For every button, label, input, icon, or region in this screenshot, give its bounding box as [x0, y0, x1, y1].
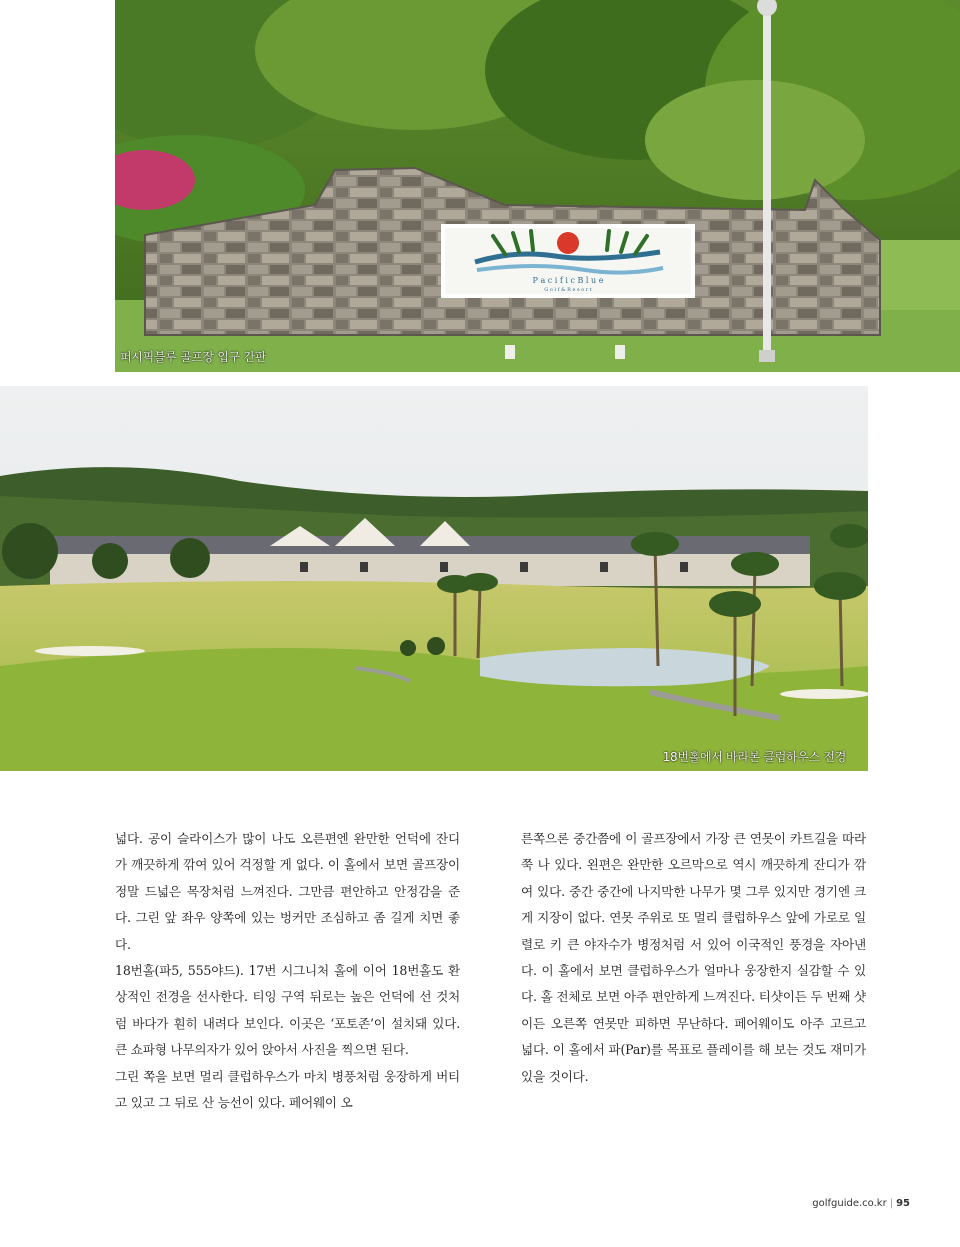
article-paragraph: 18번홀(파5, 555야드). 17번 시그니처 홀에 이어 18번홀도 환상적인 전경을 선사한다. 티잉 구역 뒤로는 높은 언덕에 선 것처럼 바다가 훤히 내려다 보인다. 이곳은 ‘포토존’이 설치돼 있다. 큰 쇼파형 나무의자가 있어 앉아서 사진을 찍으면 된다. — [115, 963, 460, 1058]
entrance-photo-caption: 퍼시픽블루 골프장 입구 간판 — [120, 350, 267, 364]
clubhouse-photo — [0, 386, 868, 771]
page-footer — [812, 1198, 910, 1209]
footer-separator: | — [889, 1198, 894, 1209]
article-paragraph: 넓다. 공이 슬라이스가 많이 나도 오른편엔 완만한 언덕에 잔디가 깨끗하게 깎여 있어 걱정할 게 없다. 이 홀에서 보면 골프장이 정말 드넓은 목장처럼 느껴진다. 그만큼 편안하고 안정감을 준다. 그린 앞 좌우 양쪽에 있는 벙커만 조심하고 좀 길게 치면 좋다. — [115, 831, 460, 952]
footer-site: golfguide.co.kr — [812, 1198, 887, 1209]
article-paragraph: 른쪽으론 중간쯤에 이 골프장에서 가장 큰 연못이 카트길을 따라 쭉 나 있다. 왼편은 완만한 오르막으로 역시 깨끗하게 잔디가 깎여 있다. 중간 중간에 나지막한 나무가 몇 그루 있지만 경기엔 크게 지장이 없다. 연못 주위로 또 멀리 클럽하우스 앞에 가로로 일렬로 키 큰 야자수가 병정처럼 서 있어 이국적인 풍경을 자아낸다. 이 홀에서 보면 클럽하우스가 얼마나 웅장한지 실감할 수 있다. 홀 전체로 보면 아주 편안하게 느껴진다. 티샷이든 두 번째 샷이든 오른쪽 연못만 피하면 무난하다. 페어웨이도 아주 고르고 넓다. 이 홀에서 파(Par)를 목표로 플레이를 해 보는 것도 재미가 있을 것이다. — [521, 831, 866, 1084]
article-column-left — [115, 826, 460, 1116]
clubhouse-photo-caption: 18번홀에서 바라본 클럽하우스 전경 — [662, 750, 846, 764]
svg-text:P a c i f i c B l u e: P a c i f i c B l u e — [532, 276, 604, 285]
svg-text:G o l f & R e s o r t: G o l f & R e s o r t — [544, 287, 592, 293]
entrance-sign-photo — [115, 0, 960, 372]
page-number: 95 — [896, 1198, 910, 1209]
article-column-right — [521, 826, 866, 1090]
article-paragraph: 그린 쪽을 보면 멀리 클럽하우스가 마치 병풍처럼 웅장하게 버티고 있고 그 뒤로 산 능선이 있다. 페어웨이 오 — [115, 1068, 460, 1111]
